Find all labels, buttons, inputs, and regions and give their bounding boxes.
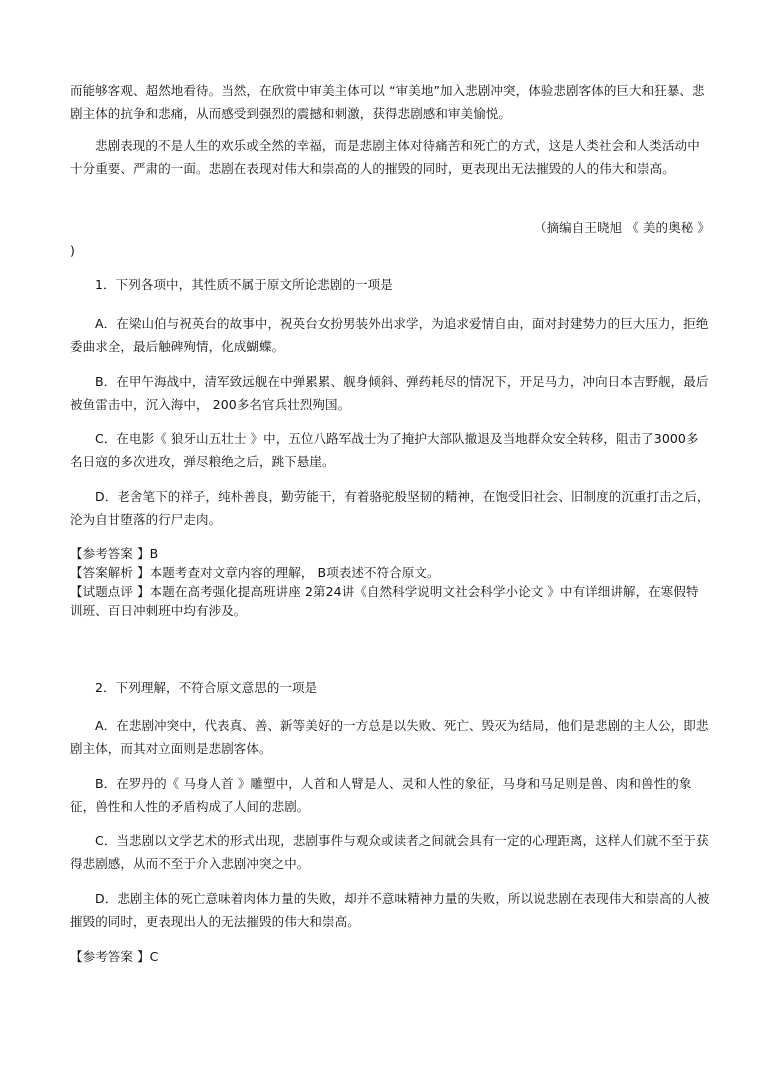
passage-source: （摘编自王晓旭 《 美的奥秘 》	[533, 220, 710, 235]
q1-option-b: B．在甲午海战中，清军致远舰在中弹累累、舰身倾斜、弹药耗尽的情况下，开足马力，冲向日本吉野舰，最后被鱼雷击中，沉入海中， 200多名官兵壮烈殉国。	[70, 374, 709, 412]
q1-answer: 【参考答案 】B	[70, 546, 159, 561]
q1-comment: 【试题点评 】本题在高考强化提高班讲座 2第24讲《自然科学说明文社会科学小论文 》中有详细讲解，在寒假特训班、百日冲刺班中均有涉及。	[70, 584, 699, 618]
q1-option-d: D．老舍笔下的祥子，纯朴善良，勤劳能干，有着骆驼般坚韧的精神，在饱受旧社会、旧制度的沉重打击之后，沦为自甘堕落的行尸走肉。	[70, 489, 710, 527]
q1-option-a: A．在梁山伯与祝英台的故事中，祝英台女扮男装外出求学，为追求爱情自由，面对封建势力的巨大压力，拒绝委曲求全，最后触碑殉情，化成蝴蝶。	[70, 316, 709, 354]
q2-option-a: A．在悲剧冲突中，代表真、善、新等美好的一方总是以失败、死亡、毁灭为结局，他们是悲剧的主人公，即悲剧主体，而其对立面则是悲剧客体。	[70, 718, 709, 756]
q2-option-d: D．悲剧主体的死亡意味着肉体力量的失败，却并不意味精神力量的失败，所以说悲剧在表现伟大和崇高的人被摧毁的同时，更表现出人的无法摧毁的伟大和崇高。	[70, 891, 710, 929]
q1-stem: 1．下列各项中，其性质不属于原文所论悲剧的一项是	[95, 277, 393, 292]
q2-answer: 【参考答案 】C	[70, 949, 159, 964]
q2-option-b: B．在罗丹的《 马身人首 》雕塑中，人首和人臂是人、灵和人性的象征，马身和马足则是兽、肉和兽性的象征，兽性和人性的矛盾构成了人间的悲剧。	[70, 776, 692, 814]
passage-paragraph-2: 悲剧表现的不是人生的欢乐或全然的幸福，而是悲剧主体对待痛苦和死亡的方式，这是人类社会和人类活动中十分重要、严肃的一面。悲剧在表现对伟大和崇高的人的摧毁的同时，更表现出无法摧毁的人的伟大和崇高。	[70, 138, 700, 176]
q2-stem: 2．下列理解，不符合原文意思的一项是	[95, 680, 318, 695]
q1-option-c: C．在电影《 狼牙山五壮士 》中，五位八路军战士为了掩护大部队撤退及当地群众安全转移，阻击了3000多名日寇的多次进攻，弹尽粮绝之后，跳下悬崖。	[70, 431, 699, 469]
q2-option-c: C．当悲剧以文学艺术的形式出现，悲剧事件与观众或读者之间就会具有一定的心理距离，这样人们就不至于获得悲剧感，从而不至于介入悲剧冲突之中。	[70, 833, 709, 871]
passage-source-close: )	[70, 243, 75, 258]
passage-paragraph-1: 而能够客观、超然地看待。当然，在欣赏中审美主体可以 “审美地”加入悲剧冲突，体验悲剧客体的巨大和狂暴、悲剧主体的抗争和悲痛，从而感受到强烈的震撼和刺激，获得悲剧感和审美愉悦。	[70, 83, 705, 121]
q1-analysis: 【答案解析 】本题考查对文章内容的理解， B项表述不符合原文。	[70, 565, 440, 580]
